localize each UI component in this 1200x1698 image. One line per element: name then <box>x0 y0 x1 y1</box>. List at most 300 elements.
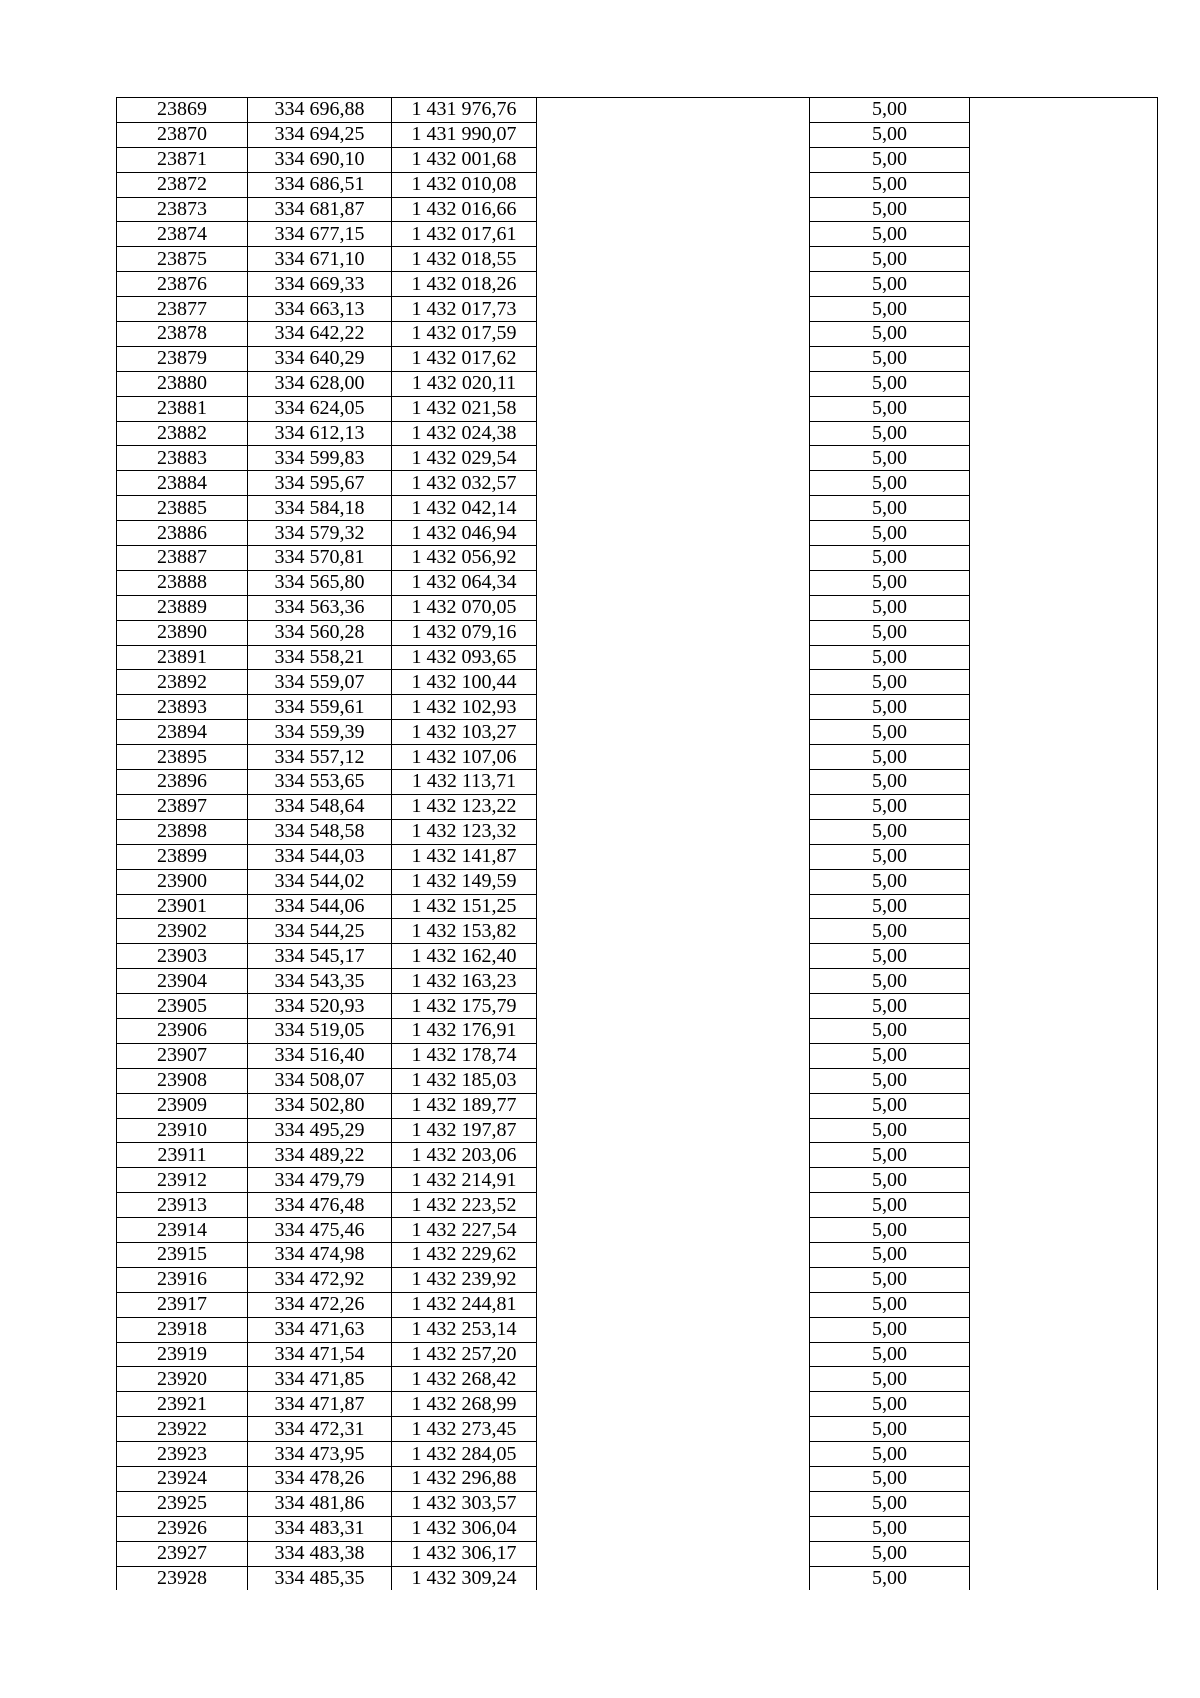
y-coordinate-cell: 1 432 032,57 <box>392 471 537 496</box>
empty-cell <box>537 1392 810 1417</box>
x-coordinate-cell: 334 599,83 <box>248 446 392 471</box>
y-coordinate-cell: 1 432 176,91 <box>392 1018 537 1043</box>
x-coordinate-cell: 334 502,80 <box>248 1093 392 1118</box>
table-row <box>117 944 1158 969</box>
empty-cell <box>970 670 1158 695</box>
point-number-cell: 23901 <box>117 894 248 919</box>
y-coordinate-cell: 1 432 017,61 <box>392 222 537 247</box>
value-cell: 5,00 <box>810 1392 970 1417</box>
empty-cell <box>970 521 1158 546</box>
value-cell: 5,00 <box>810 446 970 471</box>
empty-cell <box>537 546 810 571</box>
point-number-cell: 23908 <box>117 1068 248 1093</box>
table-row <box>117 272 1158 297</box>
y-coordinate-cell: 1 432 001,68 <box>392 147 537 172</box>
empty-cell <box>537 720 810 745</box>
point-number-cell: 23875 <box>117 247 248 272</box>
y-coordinate-cell: 1 432 309,24 <box>392 1566 537 1590</box>
point-number-cell: 23905 <box>117 994 248 1019</box>
empty-cell <box>537 521 810 546</box>
y-coordinate-cell: 1 432 100,44 <box>392 670 537 695</box>
x-coordinate-cell: 334 544,06 <box>248 894 392 919</box>
point-number-cell: 23880 <box>117 371 248 396</box>
empty-cell <box>537 1417 810 1442</box>
y-coordinate-cell: 1 432 214,91 <box>392 1168 537 1193</box>
table-row <box>117 172 1158 197</box>
value-cell: 5,00 <box>810 222 970 247</box>
point-number-cell: 23896 <box>117 770 248 795</box>
point-number-cell: 23886 <box>117 521 248 546</box>
y-coordinate-cell: 1 432 239,92 <box>392 1267 537 1292</box>
x-coordinate-cell: 334 473,95 <box>248 1442 392 1467</box>
y-coordinate-cell: 1 432 227,54 <box>392 1218 537 1243</box>
point-number-cell: 23878 <box>117 322 248 347</box>
point-number-cell: 23900 <box>117 869 248 894</box>
empty-cell <box>537 944 810 969</box>
table-row <box>117 471 1158 496</box>
empty-cell <box>537 1242 810 1267</box>
table-row <box>117 1143 1158 1168</box>
x-coordinate-cell: 334 584,18 <box>248 496 392 521</box>
empty-cell <box>970 919 1158 944</box>
value-cell: 5,00 <box>810 471 970 496</box>
point-number-cell: 23899 <box>117 844 248 869</box>
y-coordinate-cell: 1 432 175,79 <box>392 994 537 1019</box>
empty-cell <box>537 1292 810 1317</box>
value-cell: 5,00 <box>810 1018 970 1043</box>
point-number-cell: 23917 <box>117 1292 248 1317</box>
y-coordinate-cell: 1 431 976,76 <box>392 98 537 123</box>
point-number-cell: 23876 <box>117 272 248 297</box>
point-number-cell: 23911 <box>117 1143 248 1168</box>
empty-cell <box>970 1218 1158 1243</box>
table-row <box>117 1367 1158 1392</box>
empty-cell <box>970 546 1158 571</box>
empty-cell <box>970 720 1158 745</box>
table-row <box>117 969 1158 994</box>
point-number-cell: 23910 <box>117 1118 248 1143</box>
table-row <box>117 222 1158 247</box>
table-row <box>117 1043 1158 1068</box>
empty-cell <box>970 794 1158 819</box>
empty-cell <box>970 247 1158 272</box>
x-coordinate-cell: 334 559,07 <box>248 670 392 695</box>
y-coordinate-cell: 1 432 103,27 <box>392 720 537 745</box>
y-coordinate-cell: 1 432 149,59 <box>392 869 537 894</box>
x-coordinate-cell: 334 519,05 <box>248 1018 392 1043</box>
point-number-cell: 23907 <box>117 1043 248 1068</box>
table-row <box>117 645 1158 670</box>
y-coordinate-cell: 1 432 010,08 <box>392 172 537 197</box>
table-row <box>117 421 1158 446</box>
point-number-cell: 23892 <box>117 670 248 695</box>
table-row <box>117 869 1158 894</box>
coordinates-table-body <box>117 98 1158 1591</box>
value-cell: 5,00 <box>810 720 970 745</box>
point-number-cell: 23894 <box>117 720 248 745</box>
value-cell: 5,00 <box>810 496 970 521</box>
value-cell: 5,00 <box>810 1193 970 1218</box>
y-coordinate-cell: 1 432 163,23 <box>392 969 537 994</box>
y-coordinate-cell: 1 432 017,59 <box>392 322 537 347</box>
x-coordinate-cell: 334 508,07 <box>248 1068 392 1093</box>
value-cell: 5,00 <box>810 297 970 322</box>
value-cell: 5,00 <box>810 1168 970 1193</box>
point-number-cell: 23919 <box>117 1342 248 1367</box>
empty-cell <box>970 122 1158 147</box>
table-row <box>117 670 1158 695</box>
point-number-cell: 23883 <box>117 446 248 471</box>
point-number-cell: 23925 <box>117 1491 248 1516</box>
x-coordinate-cell: 334 544,02 <box>248 869 392 894</box>
y-coordinate-cell: 1 432 189,77 <box>392 1093 537 1118</box>
x-coordinate-cell: 334 520,93 <box>248 994 392 1019</box>
table-row <box>117 346 1158 371</box>
x-coordinate-cell: 334 558,21 <box>248 645 392 670</box>
value-cell: 5,00 <box>810 745 970 770</box>
empty-cell <box>537 994 810 1019</box>
y-coordinate-cell: 1 432 042,14 <box>392 496 537 521</box>
y-coordinate-cell: 1 432 296,88 <box>392 1466 537 1491</box>
table-row <box>117 122 1158 147</box>
empty-cell <box>970 98 1158 123</box>
value-cell: 5,00 <box>810 371 970 396</box>
empty-cell <box>537 1168 810 1193</box>
point-number-cell: 23884 <box>117 471 248 496</box>
value-cell: 5,00 <box>810 1218 970 1243</box>
table-row <box>117 1292 1158 1317</box>
table-row <box>117 794 1158 819</box>
table-row <box>117 1168 1158 1193</box>
empty-cell <box>537 670 810 695</box>
empty-cell <box>537 570 810 595</box>
table-row <box>117 745 1158 770</box>
empty-cell <box>970 1168 1158 1193</box>
value-cell: 5,00 <box>810 247 970 272</box>
point-number-cell: 23927 <box>117 1541 248 1566</box>
x-coordinate-cell: 334 570,81 <box>248 546 392 571</box>
table-row <box>117 1018 1158 1043</box>
x-coordinate-cell: 334 544,25 <box>248 919 392 944</box>
table-row <box>117 570 1158 595</box>
x-coordinate-cell: 334 677,15 <box>248 222 392 247</box>
table-row <box>117 546 1158 571</box>
empty-cell <box>970 197 1158 222</box>
value-cell: 5,00 <box>810 869 970 894</box>
y-coordinate-cell: 1 432 306,04 <box>392 1516 537 1541</box>
empty-cell <box>970 1292 1158 1317</box>
point-number-cell: 23877 <box>117 297 248 322</box>
point-number-cell: 23904 <box>117 969 248 994</box>
empty-cell <box>970 745 1158 770</box>
value-cell: 5,00 <box>810 1043 970 1068</box>
empty-cell <box>970 645 1158 670</box>
empty-cell <box>970 1093 1158 1118</box>
point-number-cell: 23916 <box>117 1267 248 1292</box>
point-number-cell: 23890 <box>117 620 248 645</box>
table-row <box>117 819 1158 844</box>
value-cell: 5,00 <box>810 1093 970 1118</box>
y-coordinate-cell: 1 432 056,92 <box>392 546 537 571</box>
y-coordinate-cell: 1 432 257,20 <box>392 1342 537 1367</box>
value-cell: 5,00 <box>810 546 970 571</box>
empty-cell <box>970 1317 1158 1342</box>
empty-cell <box>537 1068 810 1093</box>
empty-cell <box>537 197 810 222</box>
x-coordinate-cell: 334 495,29 <box>248 1118 392 1143</box>
value-cell: 5,00 <box>810 1516 970 1541</box>
value-cell: 5,00 <box>810 1118 970 1143</box>
empty-cell <box>537 147 810 172</box>
value-cell: 5,00 <box>810 794 970 819</box>
value-cell: 5,00 <box>810 944 970 969</box>
empty-cell <box>537 496 810 521</box>
empty-cell <box>970 322 1158 347</box>
table-row <box>117 1466 1158 1491</box>
empty-cell <box>537 371 810 396</box>
x-coordinate-cell: 334 560,28 <box>248 620 392 645</box>
empty-cell <box>970 346 1158 371</box>
empty-cell <box>537 1541 810 1566</box>
table-row <box>117 770 1158 795</box>
empty-cell <box>970 695 1158 720</box>
x-coordinate-cell: 334 565,80 <box>248 570 392 595</box>
empty-cell <box>970 1242 1158 1267</box>
x-coordinate-cell: 334 563,36 <box>248 595 392 620</box>
y-coordinate-cell: 1 432 253,14 <box>392 1317 537 1342</box>
point-number-cell: 23885 <box>117 496 248 521</box>
x-coordinate-cell: 334 696,88 <box>248 98 392 123</box>
table-row <box>117 1516 1158 1541</box>
table-row <box>117 994 1158 1019</box>
table-row <box>117 1118 1158 1143</box>
table-row <box>117 595 1158 620</box>
point-number-cell: 23924 <box>117 1466 248 1491</box>
point-number-cell: 23914 <box>117 1218 248 1243</box>
y-coordinate-cell: 1 432 113,71 <box>392 770 537 795</box>
empty-cell <box>537 247 810 272</box>
empty-cell <box>970 1392 1158 1417</box>
empty-cell <box>537 1218 810 1243</box>
value-cell: 5,00 <box>810 1143 970 1168</box>
x-coordinate-cell: 334 472,31 <box>248 1417 392 1442</box>
x-coordinate-cell: 334 472,26 <box>248 1292 392 1317</box>
empty-cell <box>970 1193 1158 1218</box>
empty-cell <box>970 471 1158 496</box>
point-number-cell: 23920 <box>117 1367 248 1392</box>
value-cell: 5,00 <box>810 969 970 994</box>
value-cell: 5,00 <box>810 396 970 421</box>
empty-cell <box>970 570 1158 595</box>
value-cell: 5,00 <box>810 894 970 919</box>
x-coordinate-cell: 334 628,00 <box>248 371 392 396</box>
value-cell: 5,00 <box>810 1267 970 1292</box>
point-number-cell: 23897 <box>117 794 248 819</box>
point-number-cell: 23870 <box>117 122 248 147</box>
x-coordinate-cell: 334 476,48 <box>248 1193 392 1218</box>
y-coordinate-cell: 1 432 107,06 <box>392 745 537 770</box>
table-row <box>117 98 1158 123</box>
table-row <box>117 446 1158 471</box>
empty-cell <box>970 1417 1158 1442</box>
y-coordinate-cell: 1 432 141,87 <box>392 844 537 869</box>
x-coordinate-cell: 334 681,87 <box>248 197 392 222</box>
point-number-cell: 23881 <box>117 396 248 421</box>
empty-cell <box>970 272 1158 297</box>
point-number-cell: 23889 <box>117 595 248 620</box>
y-coordinate-cell: 1 432 029,54 <box>392 446 537 471</box>
empty-cell <box>970 371 1158 396</box>
table-row <box>117 1541 1158 1566</box>
empty-cell <box>537 1093 810 1118</box>
empty-cell <box>970 1068 1158 1093</box>
table-row <box>117 297 1158 322</box>
x-coordinate-cell: 334 642,22 <box>248 322 392 347</box>
y-coordinate-cell: 1 432 018,26 <box>392 272 537 297</box>
y-coordinate-cell: 1 432 018,55 <box>392 247 537 272</box>
value-cell: 5,00 <box>810 620 970 645</box>
y-coordinate-cell: 1 431 990,07 <box>392 122 537 147</box>
empty-cell <box>537 919 810 944</box>
empty-cell <box>537 894 810 919</box>
table-row <box>117 1193 1158 1218</box>
empty-cell <box>537 869 810 894</box>
empty-cell <box>537 819 810 844</box>
empty-cell <box>537 645 810 670</box>
empty-cell <box>537 222 810 247</box>
point-number-cell: 23882 <box>117 421 248 446</box>
empty-cell <box>537 1342 810 1367</box>
empty-cell <box>537 1018 810 1043</box>
value-cell: 5,00 <box>810 1342 970 1367</box>
x-coordinate-cell: 334 471,85 <box>248 1367 392 1392</box>
value-cell: 5,00 <box>810 844 970 869</box>
empty-cell <box>970 496 1158 521</box>
empty-cell <box>537 844 810 869</box>
y-coordinate-cell: 1 432 064,34 <box>392 570 537 595</box>
value-cell: 5,00 <box>810 1491 970 1516</box>
empty-cell <box>970 1267 1158 1292</box>
point-number-cell: 23909 <box>117 1093 248 1118</box>
empty-cell <box>537 1118 810 1143</box>
point-number-cell: 23913 <box>117 1193 248 1218</box>
value-cell: 5,00 <box>810 147 970 172</box>
point-number-cell: 23873 <box>117 197 248 222</box>
y-coordinate-cell: 1 432 244,81 <box>392 1292 537 1317</box>
value-cell: 5,00 <box>810 197 970 222</box>
y-coordinate-cell: 1 432 093,65 <box>392 645 537 670</box>
x-coordinate-cell: 334 475,46 <box>248 1218 392 1243</box>
x-coordinate-cell: 334 545,17 <box>248 944 392 969</box>
empty-cell <box>970 396 1158 421</box>
x-coordinate-cell: 334 640,29 <box>248 346 392 371</box>
x-coordinate-cell: 334 544,03 <box>248 844 392 869</box>
y-coordinate-cell: 1 432 151,25 <box>392 894 537 919</box>
empty-cell <box>537 1516 810 1541</box>
point-number-cell: 23922 <box>117 1417 248 1442</box>
point-number-cell: 23879 <box>117 346 248 371</box>
empty-cell <box>970 819 1158 844</box>
empty-cell <box>537 1317 810 1342</box>
table-row <box>117 1392 1158 1417</box>
value-cell: 5,00 <box>810 645 970 670</box>
table-row <box>117 1566 1158 1590</box>
table-row <box>117 322 1158 347</box>
point-number-cell: 23903 <box>117 944 248 969</box>
y-coordinate-cell: 1 432 123,22 <box>392 794 537 819</box>
x-coordinate-cell: 334 663,13 <box>248 297 392 322</box>
x-coordinate-cell: 334 479,79 <box>248 1168 392 1193</box>
x-coordinate-cell: 334 548,64 <box>248 794 392 819</box>
table-row <box>117 1442 1158 1467</box>
value-cell: 5,00 <box>810 1367 970 1392</box>
value-cell: 5,00 <box>810 1466 970 1491</box>
empty-cell <box>537 770 810 795</box>
table-row <box>117 147 1158 172</box>
empty-cell <box>970 1342 1158 1367</box>
value-cell: 5,00 <box>810 346 970 371</box>
y-coordinate-cell: 1 432 306,17 <box>392 1541 537 1566</box>
empty-cell <box>970 1018 1158 1043</box>
empty-cell <box>537 1193 810 1218</box>
x-coordinate-cell: 334 483,31 <box>248 1516 392 1541</box>
table-row <box>117 496 1158 521</box>
empty-cell <box>970 1118 1158 1143</box>
value-cell: 5,00 <box>810 272 970 297</box>
empty-cell <box>970 1367 1158 1392</box>
table-row <box>117 197 1158 222</box>
empty-cell <box>970 869 1158 894</box>
point-number-cell: 23869 <box>117 98 248 123</box>
x-coordinate-cell: 334 557,12 <box>248 745 392 770</box>
empty-cell <box>537 172 810 197</box>
empty-cell <box>537 1566 810 1590</box>
y-coordinate-cell: 1 432 223,52 <box>392 1193 537 1218</box>
y-coordinate-cell: 1 432 102,93 <box>392 695 537 720</box>
table-row <box>117 1342 1158 1367</box>
value-cell: 5,00 <box>810 1417 970 1442</box>
value-cell: 5,00 <box>810 521 970 546</box>
x-coordinate-cell: 334 671,10 <box>248 247 392 272</box>
y-coordinate-cell: 1 432 153,82 <box>392 919 537 944</box>
point-number-cell: 23921 <box>117 1392 248 1417</box>
empty-cell <box>537 446 810 471</box>
x-coordinate-cell: 334 478,26 <box>248 1466 392 1491</box>
x-coordinate-cell: 334 471,54 <box>248 1342 392 1367</box>
point-number-cell: 23888 <box>117 570 248 595</box>
point-number-cell: 23918 <box>117 1317 248 1342</box>
y-coordinate-cell: 1 432 079,16 <box>392 620 537 645</box>
y-coordinate-cell: 1 432 229,62 <box>392 1242 537 1267</box>
value-cell: 5,00 <box>810 670 970 695</box>
point-number-cell: 23874 <box>117 222 248 247</box>
empty-cell <box>970 1442 1158 1467</box>
empty-cell <box>537 396 810 421</box>
y-coordinate-cell: 1 432 046,94 <box>392 521 537 546</box>
x-coordinate-cell: 334 559,39 <box>248 720 392 745</box>
empty-cell <box>970 994 1158 1019</box>
empty-cell <box>970 1466 1158 1491</box>
point-number-cell: 23871 <box>117 147 248 172</box>
y-coordinate-cell: 1 432 017,73 <box>392 297 537 322</box>
x-coordinate-cell: 334 483,38 <box>248 1541 392 1566</box>
empty-cell <box>970 297 1158 322</box>
empty-cell <box>537 98 810 123</box>
point-number-cell: 23926 <box>117 1516 248 1541</box>
y-coordinate-cell: 1 432 020,11 <box>392 371 537 396</box>
y-coordinate-cell: 1 432 123,32 <box>392 819 537 844</box>
table-row <box>117 720 1158 745</box>
